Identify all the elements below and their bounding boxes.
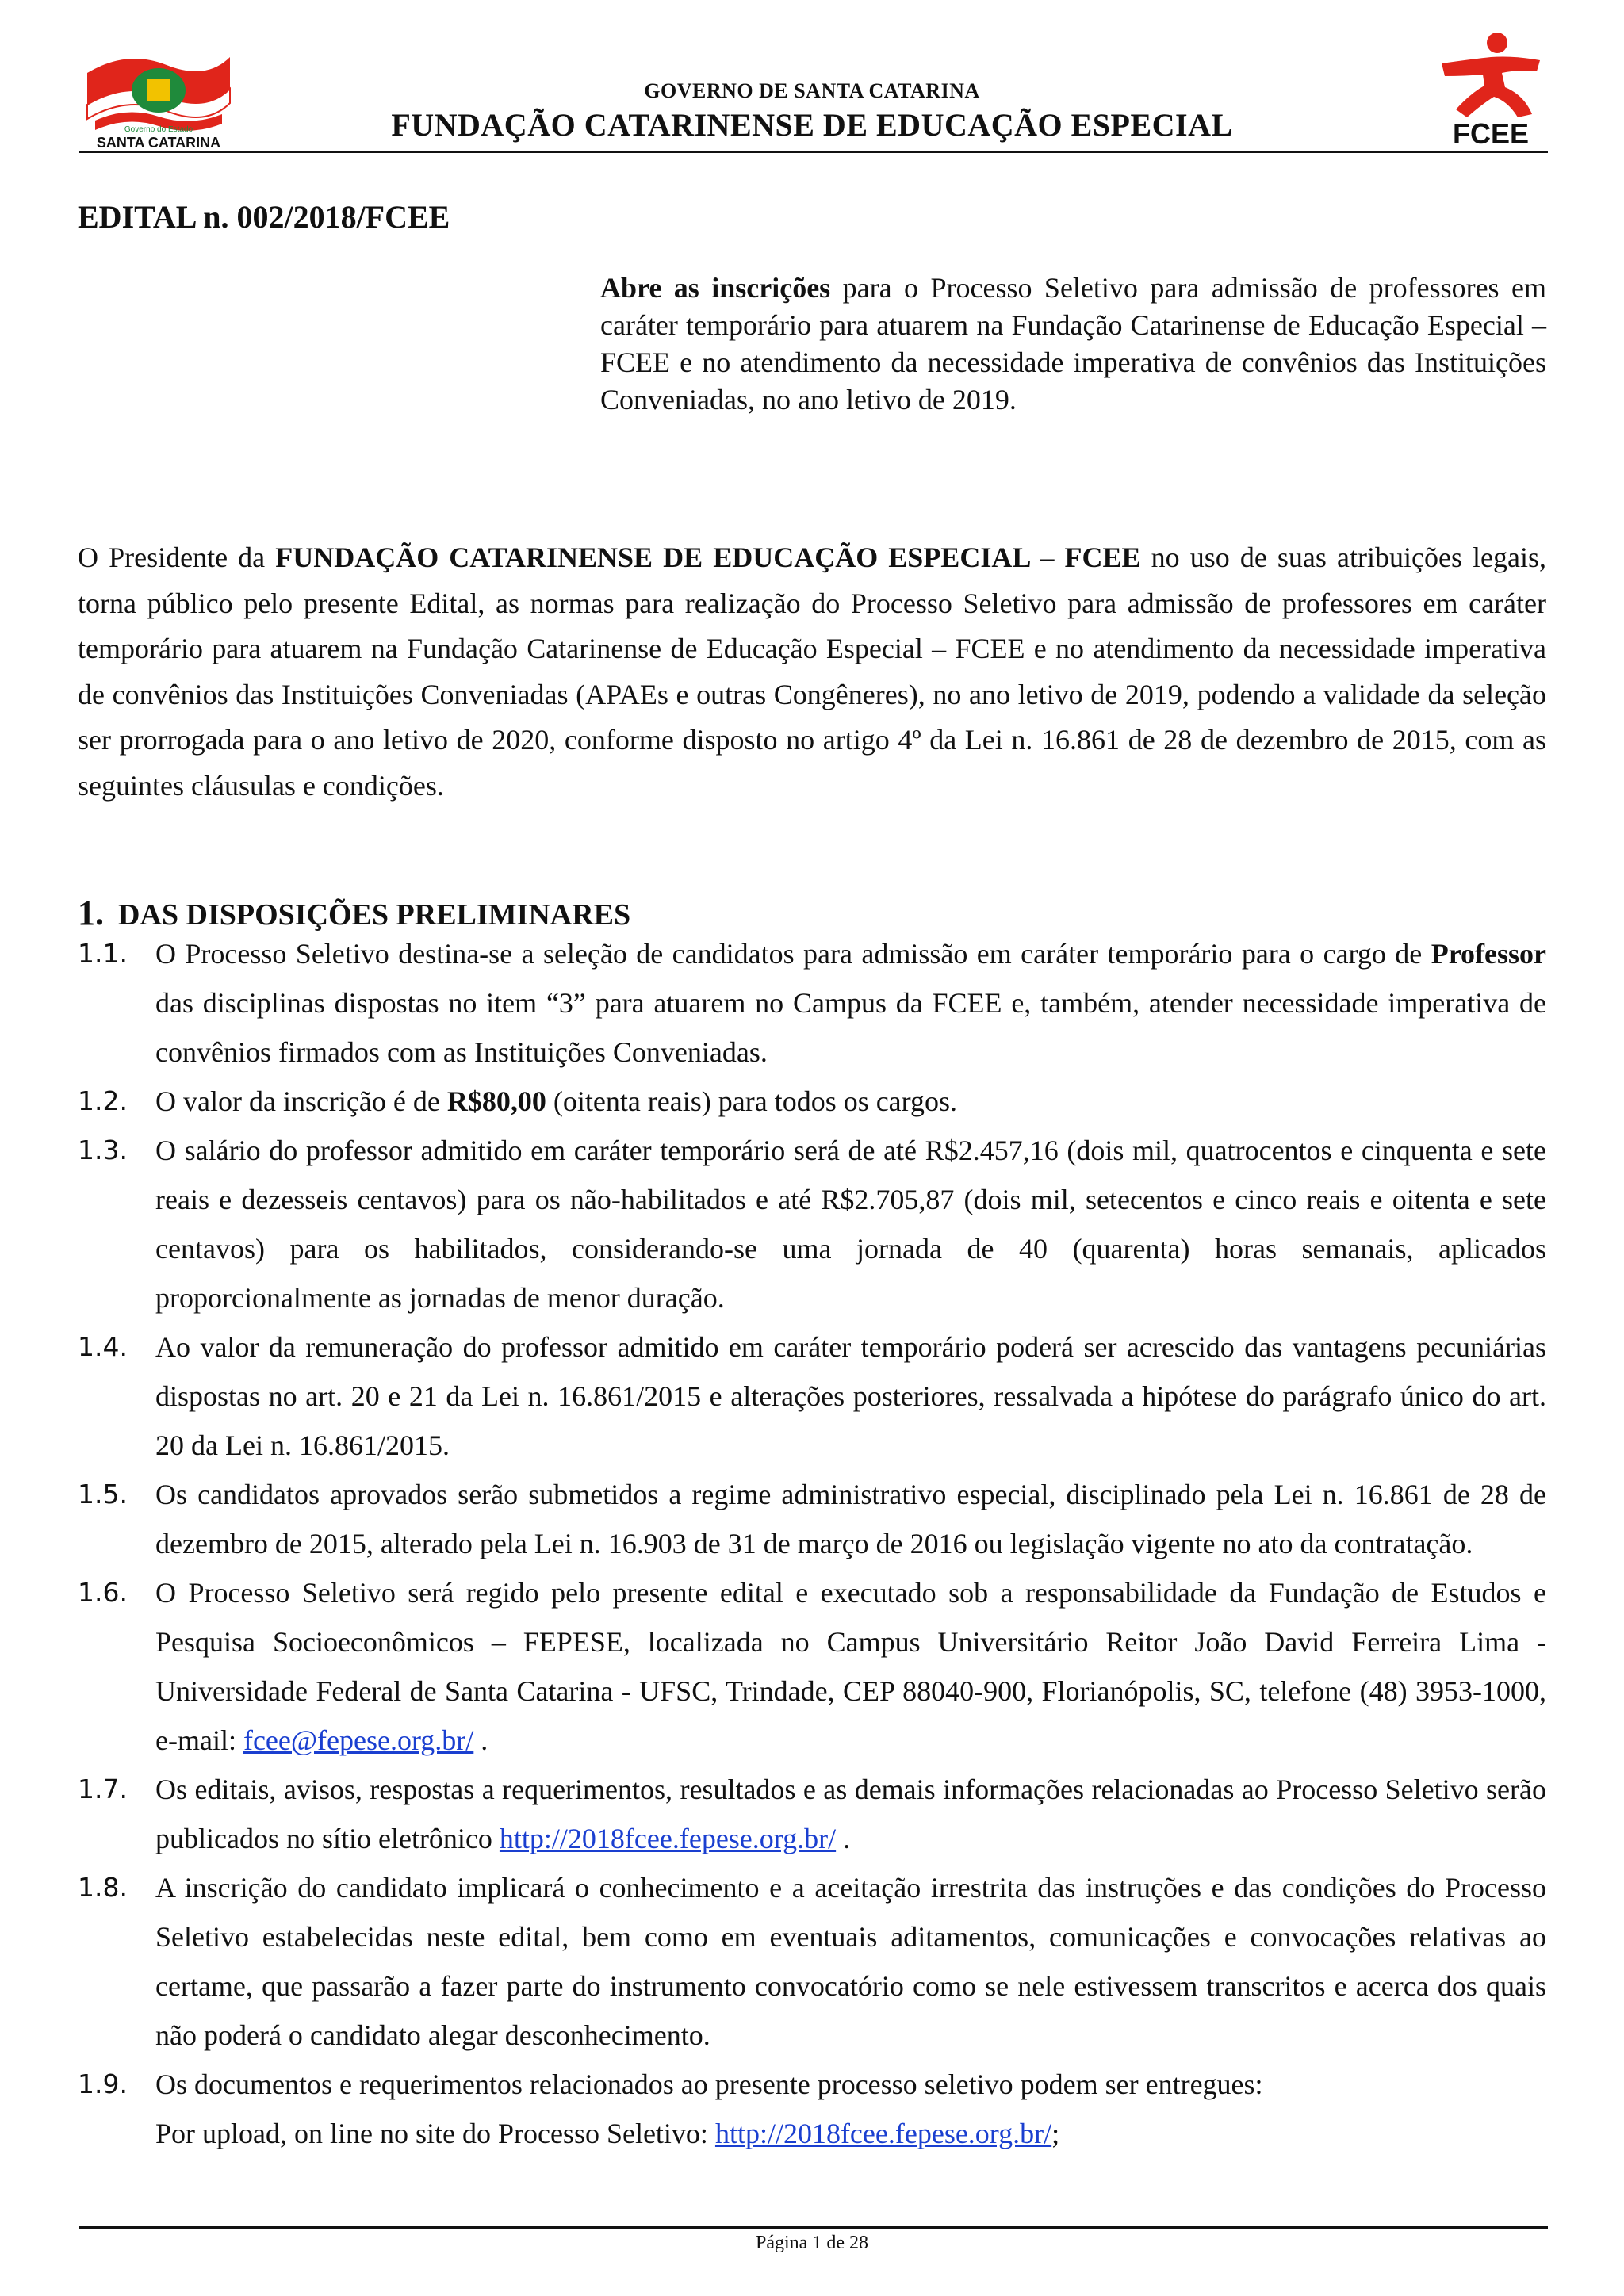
clause-text: das disciplinas dispostas no item “3” para atuarem no Campus da FCEE e, também, atender necessidade imperativa de convênios firmados com as Instituições Conveniadas. bbox=[155, 987, 1546, 1068]
clause-text: O salário do professor admitido em caráter temporário será de até R$2.457,16 (dois mil, quatrocentos e cinquenta e sete reais e dezesseis centavos) para os não-habilitados e até R$2.705,87 (dois mil, setecentos e cinco reais e oitenta e sete centavos) para os habilitados, considerando-se uma jornada de 40 (quarenta) horas semanais, aplicados proporcionalmente as jornadas de menor duração. bbox=[155, 1135, 1546, 1314]
clause-text: Ao valor da remuneração do professor admitido em caráter temporário poderá ser acrescido das vantagens pecuniárias dispostas no art. 20 e 21 da Lei n. 16.861/2015 e alterações posteriores, ressalvada a hipótese do parágrafo único do art. 20 da Lei n. 16.861/2015. bbox=[155, 1331, 1546, 1461]
clause-1-6 bbox=[78, 1568, 1546, 1765]
clause-text: A inscrição do candidato implicará o conhecimento e a aceitação irrestrita das instruções e das condições do Processo Seletivo estabelecidas neste edital, bem como em eventuais aditamentos, comunicações e convocações relativas ao certame, que passarão a fazer parte do instrumento convocatório como se nele estivessem transcritos e acerca dos quais não poderá o candidato alegar desconhecimento. bbox=[155, 1872, 1546, 2051]
clause-text: ; bbox=[1051, 2118, 1060, 2149]
clause-text: O Processo Seletivo será regido pelo presente edital e executado sob a responsabilidade da Fundação de Estudos e Pesquisa Socioeconômicos – FEPESE, localizada no Campus Universitário Reitor João David Ferreira Lima - Universidade Federal de Santa Catarina - UFSC, Trindade, CEP 88040-900, Florianópolis, SC, telefone (48) 3953-1000, e-mail: bbox=[155, 1577, 1546, 1756]
fcee-figure-icon bbox=[1435, 32, 1546, 119]
logo-text: SANTA CATARINA bbox=[96, 135, 221, 151]
clause-number: 1.8. bbox=[78, 1872, 128, 1903]
fcee-logo-text: FCEE bbox=[1452, 117, 1529, 150]
clause-number: 1.4. bbox=[78, 1331, 128, 1362]
clause-text: O Processo Seletivo destina-se a seleção de candidatos para admissão em caráter temporário para o cargo de bbox=[155, 938, 1423, 970]
clause-text: Por upload, on line no site do Processo Seletivo: bbox=[155, 2118, 708, 2149]
clause-text: . bbox=[481, 1724, 488, 1756]
clause-1-9 bbox=[78, 2060, 1546, 2158]
organization-name: FUNDAÇÃO CATARINENSE DE EDUCAÇÃO ESPECIAL bbox=[391, 107, 1233, 143]
summary-block bbox=[600, 270, 1546, 419]
clause-bold: Professor bbox=[1431, 938, 1546, 970]
clause-number: 1.7. bbox=[78, 1774, 128, 1804]
clause-1-8 bbox=[78, 1863, 1546, 2060]
section-heading bbox=[78, 893, 630, 933]
header-divider bbox=[79, 151, 1548, 153]
footer-divider bbox=[79, 2226, 1548, 2229]
section-title: DAS DISPOSIÇÕES PRELIMINARES bbox=[118, 898, 631, 932]
clause-text: Os candidatos aprovados serão submetidos a regime administrativo especial, disciplinado pela Lei n. 16.861 de 28 de dezembro de 2015, alterado pela Lei n. 16.903 de 31 de março de 2016 ou legislação vigente no ato da contratação. bbox=[155, 1479, 1546, 1559]
clause-number: 1.6. bbox=[78, 1577, 128, 1608]
intro-paragraph bbox=[78, 535, 1546, 809]
clause-number: 1.5. bbox=[78, 1479, 128, 1510]
clause-1-2 bbox=[78, 1077, 1546, 1126]
summary-text: para o Processo Seletivo para admissão de professores em caráter temporário para atuarem na Fundação Catarinense de Educação Especial – FCEE e no atendimento da necessidade imperativa de convênios das Instituições Conveniadas, no ano letivo de 2019. bbox=[600, 272, 1546, 415]
section-number: 1. bbox=[78, 894, 104, 932]
clause-number: 1.2. bbox=[78, 1085, 128, 1116]
clause-number: 1.9. bbox=[78, 2068, 128, 2099]
logo-subtext: Governo do Estado bbox=[124, 125, 193, 134]
intro-rest: no uso de suas atribuições legais, torna público pelo presente Edital, as normas para realização do Processo Seletivo para admissão de professores em caráter temporário para atuarem na Fundação Catarinense de Educação Especial – FCEE e no atendimento da necessidade imperativa de convênios das Instituições Conveniadas (APAEs e outras Congêneres), no ano letivo de 2019, podendo a validade da seleção ser prorrogada para o ano letivo de 2020, conforme disposto no artigo 4º da Lei n. 16.861 de 28 de dezembro de 2015, com as seguintes cláusulas e condições. bbox=[78, 541, 1547, 802]
document-title: EDITAL n. 002/2018/FCEE bbox=[78, 199, 450, 235]
clause-bold: R$80,00 bbox=[446, 1085, 546, 1117]
clause-1-5 bbox=[78, 1470, 1546, 1568]
summary-bold: Abre as inscrições bbox=[600, 272, 831, 304]
clause-1-4 bbox=[78, 1322, 1546, 1470]
clause-number: 1.1. bbox=[78, 938, 128, 969]
clause-text: . bbox=[843, 1823, 851, 1854]
clause-text: O valor da inscrição é de bbox=[155, 1085, 440, 1117]
intro-prefix: O Presidente da bbox=[78, 541, 266, 573]
upload-link[interactable]: http://2018fcee.fepese.org.br/ bbox=[714, 2118, 1052, 2149]
website-link[interactable]: http://2018fcee.fepese.org.br/ bbox=[499, 1823, 837, 1854]
clause-1-7 bbox=[78, 1765, 1546, 1863]
clause-text: Os documentos e requerimentos relacionados ao presente processo seletivo podem ser entregues: bbox=[155, 2068, 1263, 2100]
clause-list bbox=[78, 929, 1546, 2158]
clause-text: (oitenta reais) para todos os cargos. bbox=[553, 1085, 958, 1117]
clause-number: 1.3. bbox=[78, 1135, 128, 1165]
intro-bold: FUNDAÇÃO CATARINENSE DE EDUCAÇÃO ESPECIAL – FCEE bbox=[275, 541, 1141, 573]
clause-1-1 bbox=[78, 929, 1546, 1077]
clause-1-3 bbox=[78, 1126, 1546, 1322]
government-line: GOVERNO DE SANTA CATARINA bbox=[644, 79, 980, 102]
clause-text: Os editais, avisos, respostas a requerimentos, resultados e as demais informações relacionadas ao Processo Seletivo serão publicados no sítio eletrônico bbox=[155, 1774, 1546, 1854]
fcee-logo bbox=[1435, 32, 1546, 151]
page-number: Página 1 de 28 bbox=[756, 2233, 868, 2253]
email-link[interactable]: fcee@fepese.org.br/ bbox=[243, 1724, 474, 1756]
